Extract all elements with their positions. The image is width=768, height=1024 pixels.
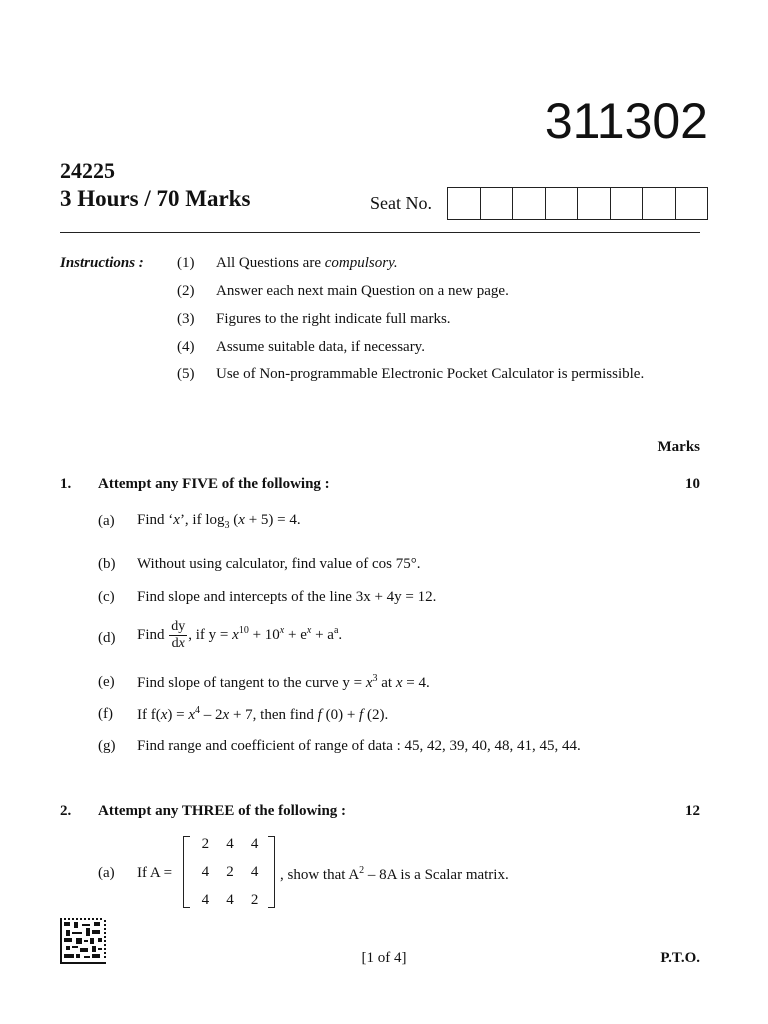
subquestion-label: (c) bbox=[98, 589, 115, 605]
instruction-number: (3) bbox=[177, 311, 195, 327]
seat-box bbox=[676, 188, 708, 219]
matrix-cell: 4 bbox=[250, 864, 259, 880]
matrix-cell: 2 bbox=[201, 836, 210, 852]
header-divider bbox=[60, 232, 700, 233]
matrix-cell: 4 bbox=[226, 892, 234, 908]
matrix-cell: 4 bbox=[201, 864, 210, 880]
instruction-number: (4) bbox=[177, 339, 195, 355]
matrix-cell: 4 bbox=[250, 836, 259, 852]
seat-box bbox=[513, 188, 546, 219]
seat-box bbox=[611, 188, 644, 219]
subquestion-label: (e) bbox=[98, 674, 115, 690]
instruction-number: (5) bbox=[177, 366, 195, 382]
seat-label: Seat No. bbox=[370, 193, 432, 213]
subquestion-label: (g) bbox=[98, 738, 116, 754]
subquestion-label: (a) bbox=[98, 513, 115, 529]
subquestion-text: Find $\frac{dy}{dx}$ , if $y = x^{10} + 10^x + e^x + a^a$. bbox=[137, 619, 343, 651]
question-number: 1. bbox=[60, 476, 72, 492]
matrix-right-bracket bbox=[268, 836, 275, 908]
subquestion-label: (f) bbox=[98, 706, 113, 722]
question-number: 2. bbox=[60, 803, 72, 819]
subquestion-text: Without using calculator, find value of cos 75°. bbox=[137, 556, 421, 572]
matrix-left-bracket bbox=[183, 836, 190, 908]
matrix-cell: 4 bbox=[201, 892, 210, 908]
matrix-cell: 4 bbox=[226, 836, 234, 852]
paper-code: 311302 bbox=[544, 93, 708, 149]
instruction-text: All Questions are compulsory. bbox=[216, 255, 398, 271]
instruction-text: Assume suitable data, if necessary. bbox=[216, 339, 425, 355]
instruction-text: Use of Non-programmable Electronic Pocket Calculator is permissible. bbox=[216, 366, 645, 382]
instruction-text: Figures to the right indicate full marks. bbox=[216, 311, 451, 327]
derivative-fraction: $\frac{dy}{dx}$ bbox=[171, 619, 186, 651]
instruction-text: Answer each next main Question on a new page. bbox=[216, 283, 509, 299]
subquestion-text: If $f(x) = x^4 - 2x + 7$, then find f (0) + f (2). bbox=[137, 705, 389, 723]
subquestion-label: (b) bbox=[98, 556, 116, 572]
seat-box bbox=[448, 188, 481, 219]
subquestion-text: Find ‘x’, if $\log_3 (x + 5) = 4$. bbox=[137, 512, 301, 531]
matrix-cell: 2 bbox=[226, 864, 234, 880]
matrix-grid bbox=[193, 836, 267, 909]
duration-marks: 3 Hours / 70 Marks bbox=[60, 186, 251, 211]
instruction-number: (2) bbox=[177, 283, 195, 299]
page-number: [1 of 4] bbox=[361, 950, 407, 966]
subquestion-text: Find range and coefficient of range of data : 45, 42, 39, 40, 48, 41, 45, 44. bbox=[137, 738, 581, 754]
question-text: Attempt any FIVE of the following : bbox=[98, 476, 330, 492]
matrix-a bbox=[183, 836, 275, 906]
seat-box bbox=[481, 188, 514, 219]
subquestion-text: Find slope of tangent to the curve $y = x^3$ at x = 4. bbox=[137, 673, 430, 691]
subquestion-text: If A = bbox=[137, 865, 173, 881]
marks-heading: Marks bbox=[657, 439, 700, 455]
question-marks: 10 bbox=[685, 476, 700, 492]
matrix-cell: 2 bbox=[250, 892, 259, 908]
subject-code: 24225 bbox=[60, 158, 115, 183]
seat-box bbox=[546, 188, 579, 219]
subquestion-text: Find slope and intercepts of the line 3x + 4y = 12. bbox=[137, 589, 437, 605]
question-text: Attempt any THREE of the following : bbox=[98, 803, 347, 819]
subquestion-label: (d) bbox=[98, 630, 116, 646]
seat-number-boxes bbox=[447, 187, 708, 220]
question-marks: 12 bbox=[685, 803, 700, 819]
please-turn-over: P.T.O. bbox=[660, 950, 700, 966]
subquestion-text: , show that $A^2 - 8A$ is a Scalar matrix. bbox=[280, 865, 509, 883]
seat-box bbox=[578, 188, 611, 219]
seat-box bbox=[643, 188, 676, 219]
instruction-number: (1) bbox=[177, 255, 195, 271]
subquestion-label: (a) bbox=[98, 865, 115, 881]
instructions-label: Instructions : bbox=[60, 255, 144, 271]
